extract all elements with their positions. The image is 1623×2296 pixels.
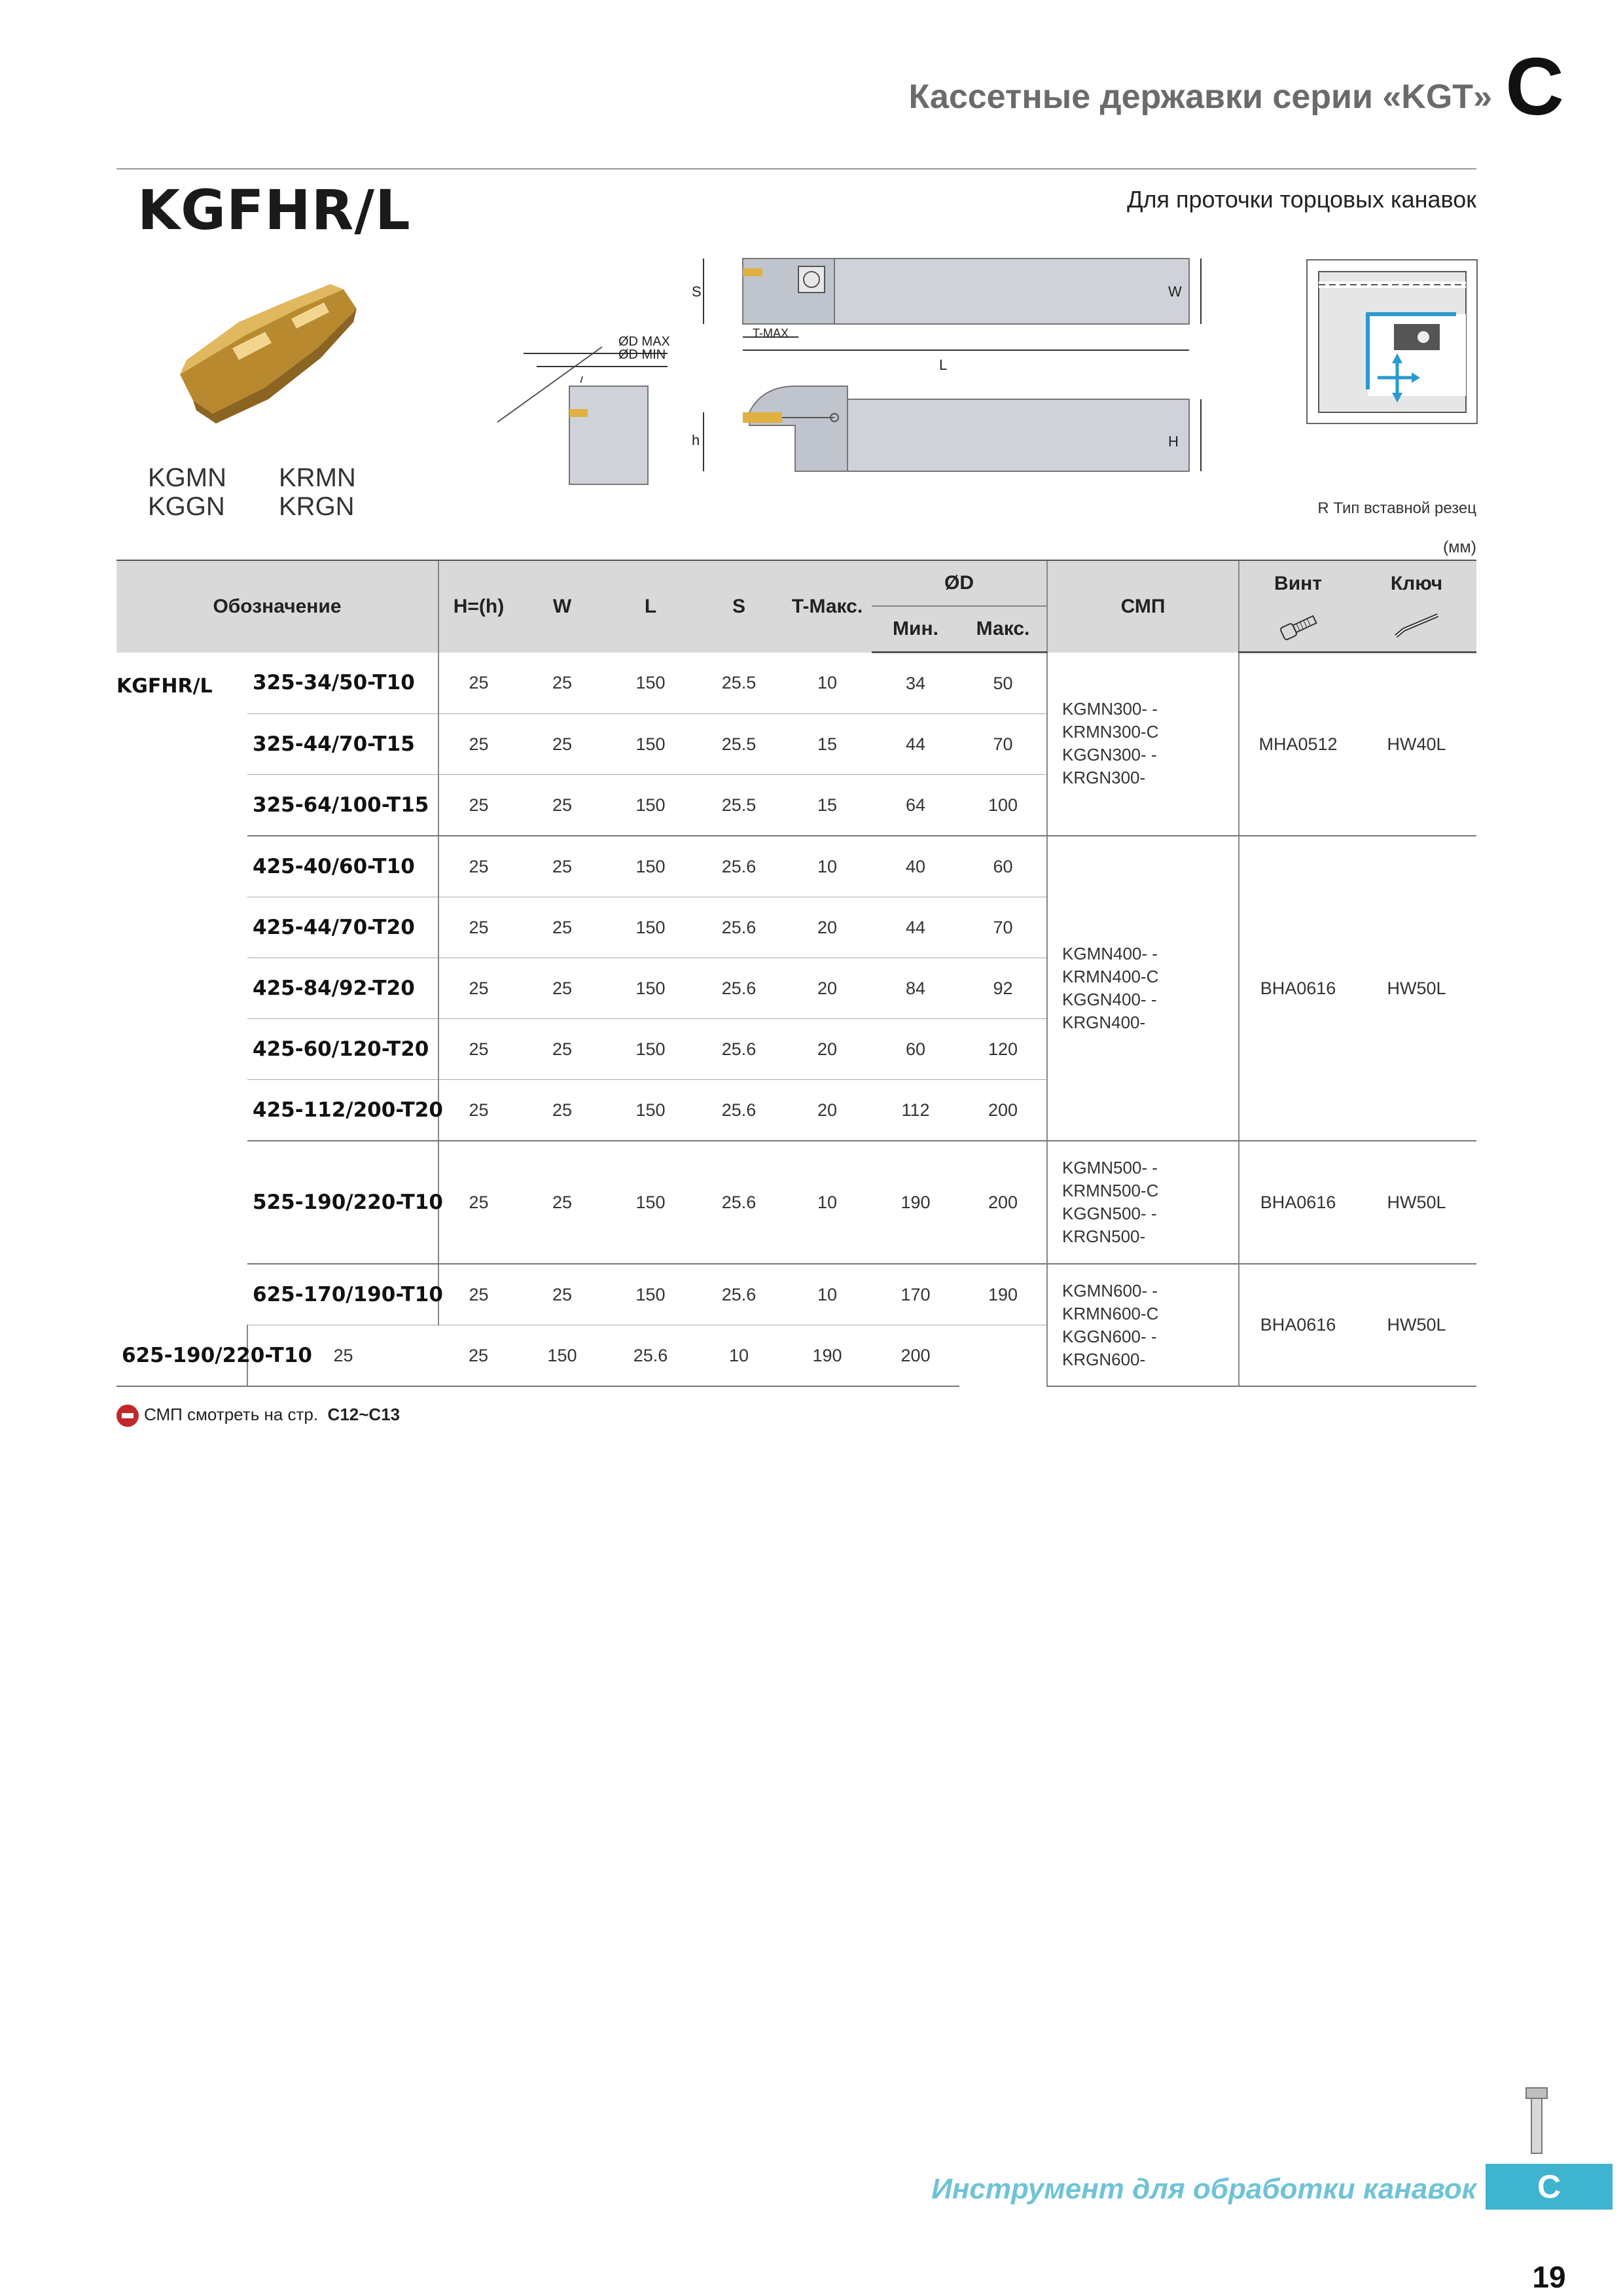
l-cell: 150 <box>606 836 695 897</box>
col-key: Ключ <box>1357 560 1476 606</box>
h-cell: 25 <box>438 714 518 775</box>
t-cell: 20 <box>783 1080 872 1141</box>
dmin-cell: 190 <box>783 1325 872 1387</box>
t-cell: 10 <box>783 1141 872 1264</box>
smp-line: KGMN300- - <box>1062 699 1158 719</box>
s-cell: 25.6 <box>606 1325 695 1387</box>
insert-names <box>148 463 410 521</box>
h-cell: 25 <box>438 653 518 714</box>
smp-reference-note <box>116 1405 400 1427</box>
screw-cell: BHA0616 <box>1239 1264 1357 1386</box>
w-cell: 25 <box>518 1141 606 1264</box>
s-cell: 25.6 <box>695 836 783 897</box>
insert-name: KGGN <box>148 492 225 521</box>
key-cell: HW40L <box>1357 653 1476 836</box>
d-min-label: ØD MIN <box>618 348 666 362</box>
header-divider <box>116 168 1476 170</box>
dmax-cell: 50 <box>959 653 1047 714</box>
screw-cell: BHA0616 <box>1239 836 1357 1141</box>
dmin-cell: 40 <box>872 836 959 897</box>
smp-line: KRGN300- <box>1062 768 1146 788</box>
smp-line: KRMN300-C <box>1062 722 1159 742</box>
code-cell: 625-170/190-T10 <box>247 1264 438 1325</box>
w-cell: 25 <box>518 836 606 897</box>
smp-line: KRMN400-C <box>1062 967 1159 986</box>
dmax-cell: 200 <box>959 1141 1047 1264</box>
t-cell: 10 <box>783 1264 872 1325</box>
t-cell: 15 <box>783 775 872 836</box>
dmin-cell: 84 <box>872 958 959 1019</box>
l-cell: 150 <box>606 775 695 836</box>
l-cell: 150 <box>606 958 695 1019</box>
w-cell: 25 <box>518 1080 606 1141</box>
col-d: ØD <box>872 560 1047 606</box>
dmin-cell: 170 <box>872 1264 959 1325</box>
holder-side-view <box>690 373 1214 491</box>
screw-cell: MHA0512 <box>1239 653 1357 836</box>
insert-name: KRGN <box>279 492 355 521</box>
code-cell: 425-40/60-T10 <box>247 836 438 897</box>
l-cell: 150 <box>606 1264 695 1325</box>
t-cell: 10 <box>783 836 872 897</box>
h-cell: 25 <box>438 897 518 958</box>
code-cell: 425-60/120-T20 <box>247 1019 438 1080</box>
page-number: 19 <box>1532 2260 1566 2294</box>
w-cell: 25 <box>518 958 606 1019</box>
t-cell: 20 <box>783 1019 872 1080</box>
dmax-cell: 60 <box>959 836 1047 897</box>
dmax-cell: 200 <box>872 1325 959 1387</box>
smp-cell <box>1047 836 1239 1141</box>
smp-line: KRMN500-C <box>1062 1181 1159 1200</box>
t-cell: 10 <box>695 1325 783 1387</box>
smp-line: KRGN600- <box>1062 1349 1146 1369</box>
dmax-cell: 190 <box>959 1264 1047 1325</box>
s-cell: 25.5 <box>695 775 783 836</box>
code-cell: 525-190/220-T10 <box>247 1141 438 1264</box>
l-cell: 150 <box>518 1325 606 1387</box>
h-cell: 25 <box>438 1019 518 1080</box>
dmin-cell: 44 <box>872 897 959 958</box>
smp-cell <box>1047 1141 1239 1264</box>
application-schematic <box>1306 259 1479 425</box>
h-upper-label: H <box>1168 433 1179 450</box>
h-cell: 25 <box>438 1080 518 1141</box>
insert-image <box>167 283 363 433</box>
arrow-icon <box>116 1405 139 1427</box>
col-smp: СМП <box>1047 560 1239 653</box>
t-cell: 20 <box>783 897 872 958</box>
code-cell: 325-64/100-T15 <box>247 775 438 836</box>
footer-section-tab: C <box>1486 2164 1613 2210</box>
t-max-label: T-MAX <box>753 327 789 340</box>
s-cell: 25.6 <box>695 897 783 958</box>
h-cell: 25 <box>438 836 518 897</box>
l-label: L <box>939 357 948 373</box>
insert-name: KGMN <box>148 463 226 492</box>
smp-line: KRGN400- <box>1062 1013 1146 1032</box>
smp-line: KRGN500- <box>1062 1227 1146 1246</box>
dmax-cell: 100 <box>959 775 1047 836</box>
screw-icon <box>1239 606 1357 653</box>
d-max-label: ØD MAX <box>618 334 670 349</box>
s-cell: 25.6 <box>695 1080 783 1141</box>
note-pages: C12~C13 <box>327 1405 401 1424</box>
s-cell: 25.5 <box>695 653 783 714</box>
dmin-cell: 60 <box>872 1019 959 1080</box>
col-l: L <box>606 560 695 653</box>
section-letter: C <box>1505 42 1564 132</box>
w-cell: 25 <box>518 897 606 958</box>
s-label: S <box>692 283 702 300</box>
units-label: (мм) <box>1442 538 1476 556</box>
model-title: KGFHR/L <box>137 178 411 242</box>
smp-cell <box>1047 653 1239 836</box>
dmax-cell: 200 <box>959 1080 1047 1141</box>
col-screw: Винт <box>1239 560 1357 606</box>
code-cell: 425-84/92-T20 <box>247 958 438 1019</box>
l-cell: 150 <box>606 1141 695 1264</box>
col-designation: Обозначение <box>116 560 438 653</box>
col-t-max: T-Макс. <box>783 560 872 653</box>
tool-thumbnail-icon <box>1517 2081 1556 2160</box>
dmin-cell: 44 <box>872 714 959 775</box>
screw-cell: BHA0616 <box>1239 1141 1357 1264</box>
col-s: S <box>695 560 783 653</box>
w-cell: 25 <box>518 1264 606 1325</box>
l-cell: 150 <box>606 897 695 958</box>
w-label: W <box>1168 283 1182 300</box>
code-cell: 325-44/70-T15 <box>247 714 438 775</box>
smp-line: KGGN500- - <box>1062 1204 1157 1223</box>
s-cell: 25.6 <box>695 1019 783 1080</box>
purpose-text: Для проточки торцовых канавок <box>1127 186 1476 213</box>
footer-category: Инструмент для обработки канавок <box>931 2173 1476 2205</box>
insert-name: KRMN <box>279 463 356 492</box>
hex-key-icon <box>1357 606 1476 653</box>
code-cell: 625-190/220-T10 <box>116 1325 247 1387</box>
w-cell: 25 <box>518 653 606 714</box>
smp-line: KGMN400- - <box>1062 944 1158 963</box>
h-cell: 25 <box>438 958 518 1019</box>
note-text: СМП смотреть на стр. <box>144 1405 319 1424</box>
holder-top-view <box>690 239 1214 380</box>
h-cell: 25 <box>438 1264 518 1325</box>
smp-line: KGMN600- - <box>1062 1280 1158 1300</box>
smp-line: KGGN300- - <box>1062 745 1157 765</box>
code-cell: 425-44/70-T20 <box>247 897 438 958</box>
code-cell: 325-34/50-T10 <box>247 653 438 714</box>
face-groove-diagram <box>484 308 681 491</box>
col-d-min: Мин. <box>872 606 959 653</box>
col-h: H=(h) <box>438 560 518 653</box>
dmax-cell: 70 <box>959 897 1047 958</box>
h-cell: 25 <box>247 1325 438 1387</box>
l-cell: 150 <box>606 1080 695 1141</box>
dmax-cell: 70 <box>959 714 1047 775</box>
code-cell: 425-112/200-T20 <box>247 1080 438 1141</box>
series-label: KGFHR/L <box>116 674 213 698</box>
smp-line: KGGN600- - <box>1062 1326 1157 1346</box>
t-cell: 10 <box>783 653 872 714</box>
r-type-label: R Тип вставной резец <box>1317 499 1476 517</box>
w-cell: 25 <box>518 1019 606 1080</box>
l-cell: 150 <box>606 1019 695 1080</box>
l-cell: 150 <box>606 714 695 775</box>
w-cell: 25 <box>438 1325 518 1387</box>
smp-line: KGGN400- - <box>1062 990 1157 1009</box>
w-cell: 25 <box>518 714 606 775</box>
dmax-cell: 92 <box>959 958 1047 1019</box>
dmin-cell: 34 <box>872 653 959 714</box>
l-cell: 150 <box>606 653 695 714</box>
t-cell: 20 <box>783 958 872 1019</box>
spec-table <box>116 560 1476 1387</box>
dmin-cell: 64 <box>872 775 959 836</box>
h-cell: 25 <box>438 1141 518 1264</box>
dmin-cell: 190 <box>872 1141 959 1264</box>
key-cell: HW50L <box>1357 1264 1476 1386</box>
smp-line: KGMN500- - <box>1062 1158 1158 1177</box>
dmax-cell: 120 <box>959 1019 1047 1080</box>
col-w: W <box>518 560 606 653</box>
section-title: Кассетные державки серии «KGT» <box>908 78 1492 116</box>
t-cell: 15 <box>783 714 872 775</box>
dmin-cell: 112 <box>872 1080 959 1141</box>
key-cell: HW50L <box>1357 1141 1476 1264</box>
s-cell: 25.5 <box>695 714 783 775</box>
smp-line: KRMN600-C <box>1062 1303 1159 1323</box>
s-cell: 25.6 <box>695 1264 783 1325</box>
s-cell: 25.6 <box>695 1141 783 1264</box>
h-cell: 25 <box>438 775 518 836</box>
smp-cell <box>1047 1264 1239 1386</box>
w-cell: 25 <box>518 775 606 836</box>
col-d-max: Макс. <box>959 606 1047 653</box>
key-cell: HW50L <box>1357 836 1476 1141</box>
s-cell: 25.6 <box>695 958 783 1019</box>
h-label: h <box>692 432 700 448</box>
